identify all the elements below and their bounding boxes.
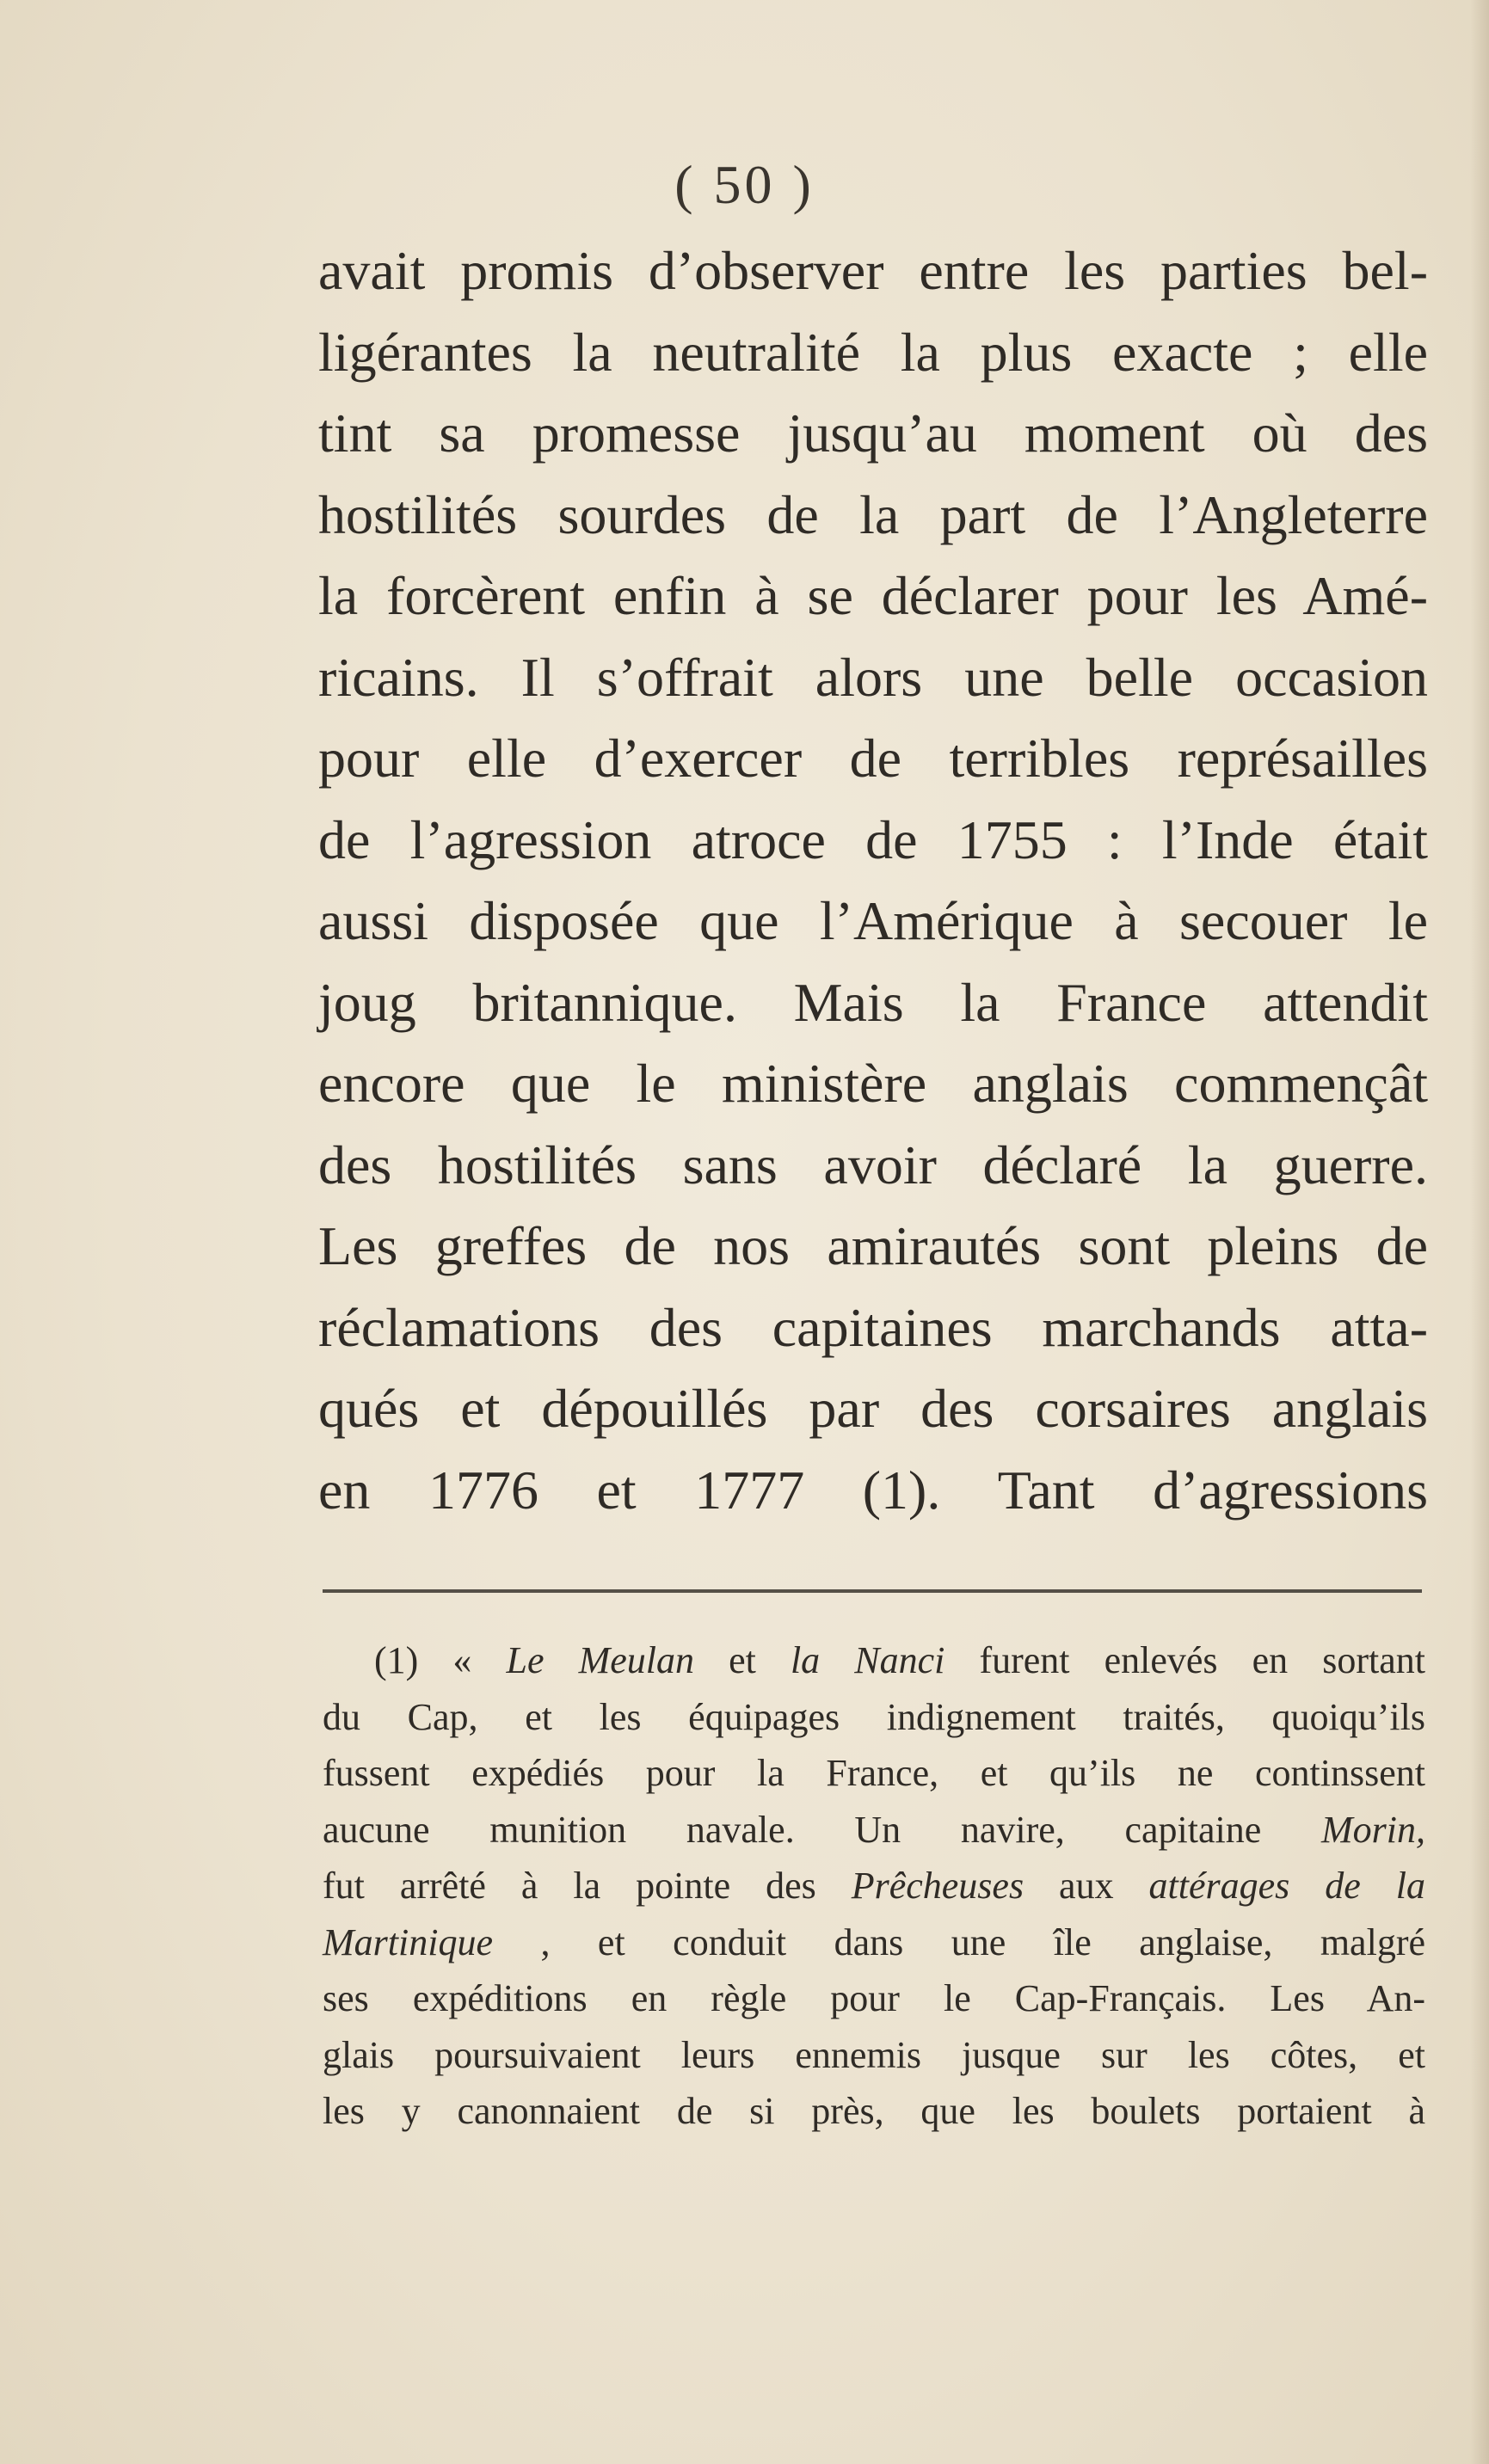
text-line: en 1776 et 1777 (1). Tant d’agressions: [318, 1459, 1428, 1521]
text-line: qués et dépouillés par des corsaires anglais: [318, 1378, 1428, 1439]
text-line: de l’agression atroce de 1755 : l’Inde était: [318, 808, 1428, 870]
footnote-line: fussent expédiés pour la France, et qu’ils ne continssent: [323, 1752, 1425, 1794]
text-line: aussi disposée que l’Amérique à secouer le: [318, 890, 1428, 951]
text-line: réclamations des capitaines marchands atta-: [318, 1296, 1428, 1358]
text-line: ricains. Il s’offrait alors une belle occasion: [318, 646, 1428, 708]
text-line: la forcèrent enfin à se déclarer pour les Amé-: [318, 565, 1428, 626]
text-line: ligérantes la neutralité la plus exacte ; elle: [318, 321, 1428, 383]
text-line: tint sa promesse jusqu’au moment où des: [318, 402, 1428, 464]
text-line: joug britannique. Mais la France attendit: [318, 971, 1428, 1033]
text-line: hostilités sourdes de la part de l’Angleterre: [318, 483, 1428, 545]
footnote-line: aucune munition navale. Un navire, capitaine Morin,: [323, 1808, 1425, 1851]
main-text-block: [318, 230, 1428, 1531]
footnote-line: glais poursuivaient leurs ennemis jusque sur les côtes, et: [323, 2033, 1425, 2076]
text-line: des hostilités sans avoir déclaré la guerre.: [318, 1134, 1428, 1195]
footnote-line: Martinique , et conduit dans une île anglaise, malgré: [323, 1920, 1425, 1963]
text-line: encore que le ministère anglais commençât: [318, 1053, 1428, 1114]
text-line: pour elle d’exercer de terribles représailles: [318, 728, 1428, 789]
footnote-line: fut arrêté à la pointe des Prêcheuses aux attérages de la: [323, 1865, 1425, 1907]
footnote-divider: [323, 1589, 1422, 1593]
page-edge-shadow: [1470, 0, 1489, 2464]
text-line: Les greffes de nos amirautés sont pleins de: [318, 1215, 1428, 1276]
footnote-line: ses expéditions en règle pour le Cap-Français. Les An-: [323, 1977, 1425, 2019]
footnote-line: les y canonnaient de si près, que les boulets portaient à: [323, 2090, 1425, 2132]
page-number: ( 50 ): [674, 154, 815, 215]
text-line: avait promis d’observer entre les parties bel-: [318, 240, 1428, 301]
footnote-block: [323, 1632, 1425, 2140]
footnote-line: du Cap, et les équipages indignement traités, quoiqu’ils: [323, 1695, 1425, 1738]
footnote-line: (1) « Le Meulan et la Nanci furent enlevés en sortant: [374, 1639, 1425, 1681]
